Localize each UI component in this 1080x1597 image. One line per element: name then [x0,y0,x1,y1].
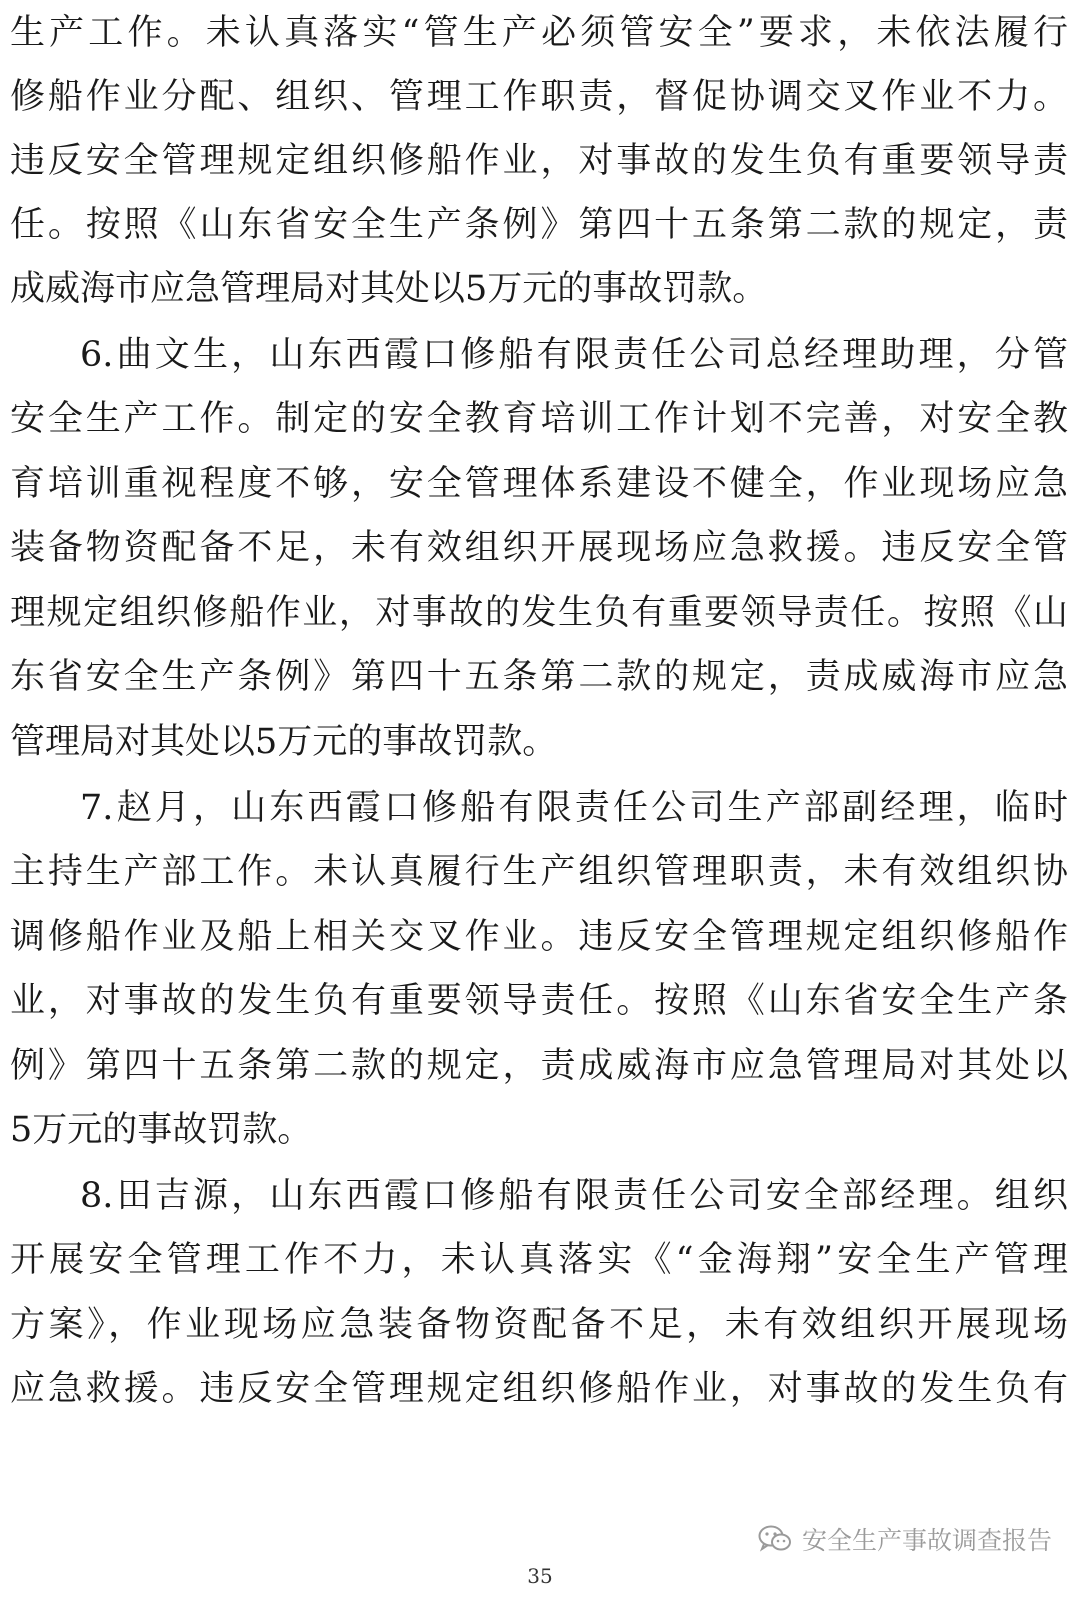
text-line: 管理局对其处以5万元的事故罚款。 [10,722,558,762]
paragraph-item-7-start: 7.赵月，山东西霞口修船有限责任公司生产部副经理，临时 [80,788,1068,828]
text-line: 开展安全管理工作不力，未认真落实《“金海翔”安全生产管理 [10,1240,1068,1280]
text-line: 调修船作业及船上相关交叉作业。违反安全管理规定组织修船作 [10,917,1068,957]
text-line: 5万元的事故罚款。 [10,1110,313,1150]
text-line: 生产工作。未认真落实“管生产必须管安全”要求，未依法履行 [10,13,1068,53]
text-line: 修船作业分配、组织、管理工作职责，督促协调交叉作业不力。 [10,77,1068,117]
text-line: 安全生产工作。制定的安全教育培训工作计划不完善，对安全教 [10,399,1068,439]
text-line: 东省安全生产条例》第四十五条第二款的规定，责成威海市应急 [10,657,1068,697]
watermark-text: 安全生产事故调查报告 [801,1526,1052,1555]
text-line: 育培训重视程度不够，安全管理体系建设不健全，作业现场应急 [10,464,1068,504]
wechat-icon [758,1525,792,1553]
text-line: 方案》，作业现场应急装备物资配备不足，未有效组织开展现场 [10,1305,1068,1345]
page-number: 35 [527,1564,553,1588]
paragraph-item-6-start: 6.曲文生，山东西霞口修船有限责任公司总经理助理，分管 [80,335,1068,375]
watermark [758,1519,1052,1559]
text-line: 主持生产部工作。未认真履行生产组织管理职责，未有效组织协 [10,852,1068,892]
paragraph-item-8-start: 8.田吉源，山东西霞口修船有限责任公司安全部经理。组织 [80,1176,1068,1216]
text-line: 例》第四十五条第二款的规定，责成威海市应急管理局对其处以 [10,1046,1068,1086]
text-line: 理规定组织修船作业，对事故的发生负有重要领导责任。按照《山 [10,593,1068,633]
text-line: 任。按照《山东省安全生产条例》第四十五条第二款的规定，责 [10,205,1068,245]
text-line: 装备物资配备不足，未有效组织开展现场应急救援。违反安全管 [10,528,1068,568]
text-line: 应急救援。违反安全管理规定组织修船作业，对事故的发生负有 [10,1369,1068,1409]
text-line: 业，对事故的发生负有重要领导责任。按照《山东省安全生产条 [10,981,1068,1021]
text-line: 成威海市应急管理局对其处以5万元的事故罚款。 [10,269,768,309]
text-line: 违反安全管理规定组织修船作业，对事故的发生负有重要领导责 [10,141,1068,181]
